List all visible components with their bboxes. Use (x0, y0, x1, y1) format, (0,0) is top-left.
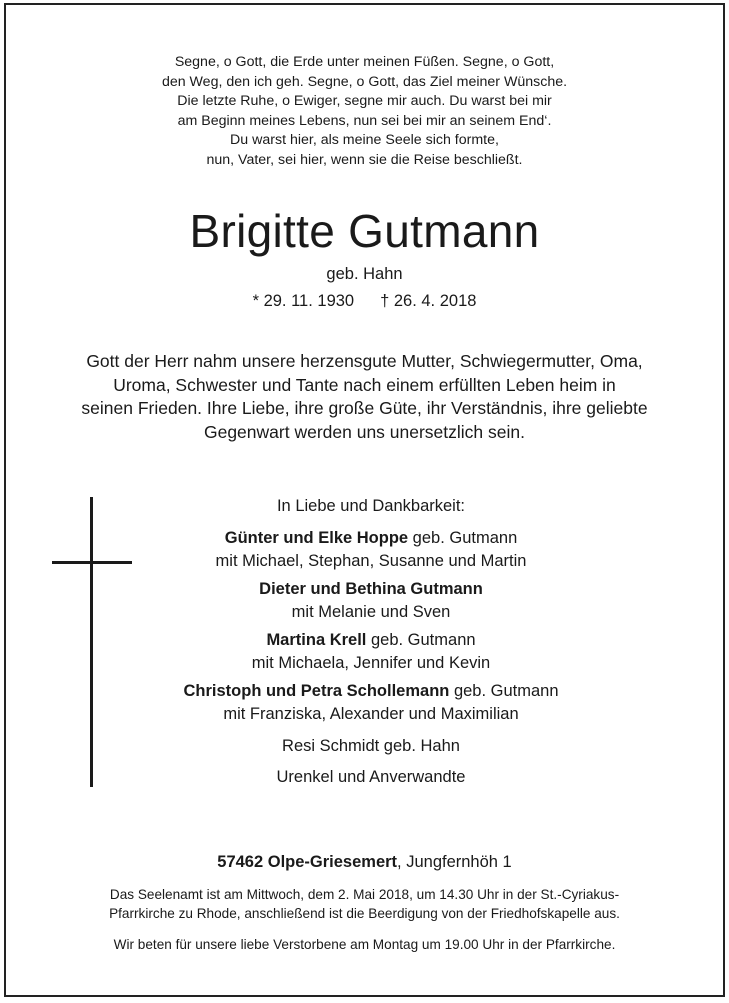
poem-line: den Weg, den ich geh. Segne, o Gott, das Ziel meiner Wünsche. (161, 73, 568, 90)
mourner-children: mit Michaela, Jennifer und Kevin (251, 654, 491, 672)
mourner-names: Günter und Elke Hoppe (224, 528, 409, 547)
mourner-names: Dieter und Bethina Gutmann (259, 579, 483, 598)
address (6, 851, 723, 873)
notice-line: Pfarrkirche zu Rhode, anschließend ist die Beerdigung von der Friedhofskapelle aus. (109, 906, 620, 921)
mourner-suffix: geb. Gutmann (449, 681, 559, 700)
mourner-children: mit Franziska, Alexander und Maximilian (223, 705, 519, 723)
poem-line: Die letzte Ruhe, o Ewiger, segne mir auch. Du warst bei mir (177, 93, 552, 109)
poem-line: nun, Vater, sei hier, wenn sie die Reise beschließt. (206, 151, 523, 168)
prayer-notice: Wir beten für unsere liebe Verstorbene am Montag um 19.00 Uhr in der Pfarrkirche. (113, 937, 616, 952)
mourners-list (106, 495, 636, 790)
message-line: Uroma, Schwester und Tante nach einem erfüllten Leben heim in (113, 374, 616, 395)
poem-line: Segne, o Gott, die Erde unter meinen Füßen. Segne, o Gott, (174, 54, 555, 70)
address-city: 57462 Olpe-Griesemert (217, 853, 398, 871)
mourner-group (106, 629, 636, 653)
birth-date: * 29. 11. 1930 (252, 292, 355, 310)
address-street: , Jungfernhöh 1 (397, 853, 512, 871)
poem (6, 53, 723, 170)
message-line: seinen Frieden. Ihre Liebe, ihre große Güte, ihr Verständnis, ihre geliebte (81, 398, 648, 418)
message-line: Gegenwart werden uns unersetzlich sein. (203, 421, 525, 442)
mourner-other: Resi Schmidt geb. Hahn (282, 736, 460, 755)
mourner-group (106, 527, 636, 551)
mourner-other: Urenkel und Anverwandte (276, 768, 466, 786)
mourner-group (106, 680, 636, 704)
mourner-children: mit Michael, Stephan, Susanne und Martin (215, 552, 527, 570)
mourner-children: mit Melanie und Sven (291, 603, 451, 621)
farewell-message (6, 350, 723, 444)
mourner-group (106, 578, 636, 602)
funeral-notice (6, 885, 723, 923)
life-dates (6, 290, 723, 312)
notice-line: Das Seelenamt ist am Mittwoch, dem 2. Mai 2018, um 14.30 Uhr in der St.-Cyriakus- (109, 887, 620, 902)
cross-icon (90, 497, 93, 787)
mourner-names: Christoph und Petra Schollemann (183, 681, 450, 700)
mourner-names: Martina Krell (266, 630, 367, 649)
mourner-suffix: geb. Gutmann (408, 528, 518, 547)
birth-name: geb. Hahn (326, 265, 403, 283)
mourner-suffix: geb. Gutmann (366, 630, 476, 649)
message-line: Gott der Herr nahm unsere herzensgute Mutter, Schwiegermutter, Oma, (86, 351, 643, 371)
death-date: † 26. 4. 2018 (380, 292, 477, 310)
mourners-intro: In Liebe und Dankbarkeit: (276, 497, 466, 515)
obituary-notice (4, 3, 725, 997)
poem-line: am Beginn meines Lebens, nun sei bei mir an seinem End‘. (177, 112, 552, 129)
deceased-name: Brigitte Gutmann (189, 205, 540, 257)
poem-line: Du warst hier, als meine Seele sich formte, (230, 132, 499, 148)
